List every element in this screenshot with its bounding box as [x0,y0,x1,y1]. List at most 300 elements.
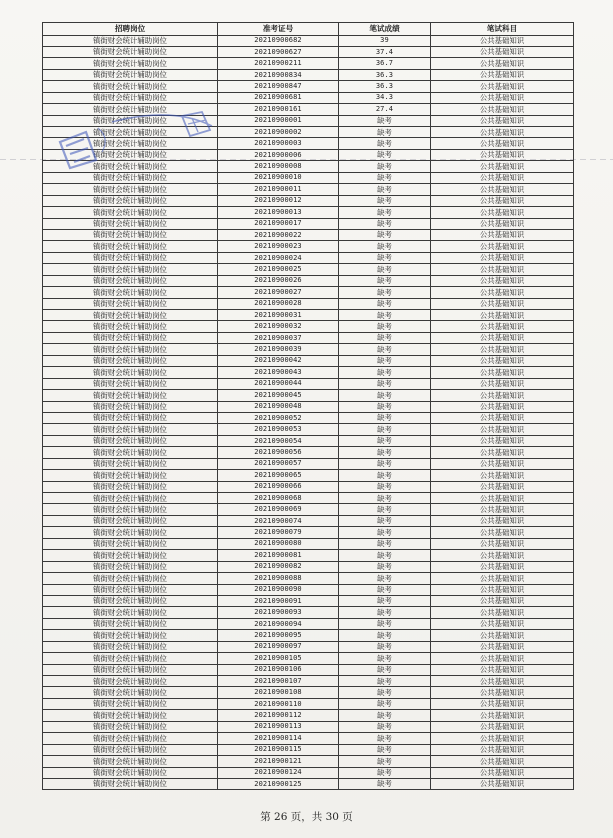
cell-subject: 公共基础知识 [431,275,574,286]
cell-position: 镇街财会统计辅助岗位 [43,184,218,195]
table-row [43,138,574,149]
cell-position: 镇街财会统计辅助岗位 [43,721,218,732]
cell-subject: 公共基础知识 [431,424,574,435]
cell-ticket-number: 20210900082 [218,561,339,572]
cell-score: 缺考 [339,676,431,687]
cell-score: 缺考 [339,115,431,126]
cell-score: 34.3 [339,92,431,103]
cell-score: 缺考 [339,218,431,229]
cell-position: 镇街财会统计辅助岗位 [43,69,218,80]
cell-position: 镇街财会统计辅助岗位 [43,378,218,389]
cell-ticket-number: 20210900094 [218,618,339,629]
cell-subject: 公共基础知识 [431,401,574,412]
table-row [43,653,574,664]
cell-ticket-number: 20210900124 [218,767,339,778]
table-row [43,172,574,183]
cell-score: 缺考 [339,184,431,195]
cell-ticket-number: 20210900091 [218,595,339,606]
cell-ticket-number: 20210900081 [218,550,339,561]
cell-subject: 公共基础知识 [431,664,574,675]
table-row [43,195,574,206]
cell-subject: 公共基础知识 [431,161,574,172]
cell-ticket-number: 20210900011 [218,184,339,195]
cell-position: 镇街财会统计辅助岗位 [43,218,218,229]
table-row [43,58,574,69]
cell-position: 镇街财会统计辅助岗位 [43,58,218,69]
cell-position: 镇街财会统计辅助岗位 [43,264,218,275]
table-row [43,69,574,80]
table-row [43,630,574,641]
cell-position: 镇街财会统计辅助岗位 [43,127,218,138]
cell-ticket-number: 20210900002 [218,127,339,138]
cell-subject: 公共基础知识 [431,573,574,584]
cell-subject: 公共基础知识 [431,241,574,252]
cell-ticket-number: 20210900056 [218,447,339,458]
table-row [43,698,574,709]
cell-ticket-number: 20210900080 [218,538,339,549]
cell-position: 镇街财会统计辅助岗位 [43,332,218,343]
cell-ticket-number: 20210900031 [218,310,339,321]
cell-score: 缺考 [339,698,431,709]
cell-ticket-number: 20210900042 [218,355,339,366]
cell-position: 镇街财会统计辅助岗位 [43,664,218,675]
cell-ticket-number: 20210900053 [218,424,339,435]
cell-score: 缺考 [339,493,431,504]
cell-subject: 公共基础知识 [431,458,574,469]
table-row [43,618,574,629]
table-row [43,515,574,526]
cell-position: 镇街财会统计辅助岗位 [43,287,218,298]
cell-score: 缺考 [339,149,431,160]
cell-subject: 公共基础知识 [431,447,574,458]
header-subject: 笔试科目 [431,23,574,36]
cell-score: 缺考 [339,744,431,755]
cell-subject: 公共基础知识 [431,149,574,160]
cell-position: 镇街财会统计辅助岗位 [43,252,218,263]
cell-position: 镇街财会统计辅助岗位 [43,641,218,652]
cell-position: 镇街财会统计辅助岗位 [43,676,218,687]
cell-position: 镇街财会统计辅助岗位 [43,229,218,240]
cell-subject: 公共基础知识 [431,698,574,709]
cell-subject: 公共基础知识 [431,595,574,606]
cell-subject: 公共基础知识 [431,756,574,767]
cell-subject: 公共基础知识 [431,195,574,206]
cell-score: 缺考 [339,412,431,423]
table-row [43,390,574,401]
cell-score: 缺考 [339,172,431,183]
table-row [43,298,574,309]
cell-subject: 公共基础知识 [431,527,574,538]
cell-subject: 公共基础知识 [431,138,574,149]
cell-subject: 公共基础知识 [431,81,574,92]
cell-score: 27.4 [339,104,431,115]
cell-position: 镇街财会统计辅助岗位 [43,767,218,778]
cell-score: 缺考 [339,470,431,481]
cell-score: 缺考 [339,390,431,401]
cell-position: 镇街财会统计辅助岗位 [43,195,218,206]
cell-position: 镇街财会统计辅助岗位 [43,241,218,252]
cell-position: 镇街财会统计辅助岗位 [43,493,218,504]
cell-subject: 公共基础知识 [431,115,574,126]
cell-subject: 公共基础知识 [431,561,574,572]
table-row [43,35,574,46]
table-row [43,756,574,767]
cell-score: 缺考 [339,778,431,789]
cell-subject: 公共基础知识 [431,92,574,103]
cell-score: 缺考 [339,298,431,309]
table-row [43,550,574,561]
table-row [43,424,574,435]
cell-position: 镇街财会统计辅助岗位 [43,573,218,584]
table-row [43,344,574,355]
table-row [43,676,574,687]
cell-subject: 公共基础知识 [431,332,574,343]
cell-score: 缺考 [339,481,431,492]
cell-subject: 公共基础知识 [431,778,574,789]
cell-score: 缺考 [339,378,431,389]
cell-ticket-number: 20210900027 [218,287,339,298]
cell-ticket-number: 20210900008 [218,161,339,172]
cell-ticket-number: 20210900113 [218,721,339,732]
cell-subject: 公共基础知识 [431,218,574,229]
cell-ticket-number: 20210900125 [218,778,339,789]
cell-subject: 公共基础知识 [431,504,574,515]
cell-score: 36.3 [339,81,431,92]
cell-position: 镇街财会统计辅助岗位 [43,161,218,172]
cell-score: 缺考 [339,584,431,595]
cell-position: 镇街财会统计辅助岗位 [43,344,218,355]
cell-ticket-number: 20210900001 [218,115,339,126]
cell-ticket-number: 20210900090 [218,584,339,595]
cell-position: 镇街财会统计辅助岗位 [43,447,218,458]
table-row [43,241,574,252]
cell-position: 镇街财会统计辅助岗位 [43,538,218,549]
cell-score: 缺考 [339,401,431,412]
cell-subject: 公共基础知识 [431,252,574,263]
cell-position: 镇街财会统计辅助岗位 [43,401,218,412]
table-row [43,504,574,515]
table-row [43,115,574,126]
table-row [43,687,574,698]
cell-position: 镇街财会统计辅助岗位 [43,310,218,321]
cell-subject: 公共基础知识 [431,127,574,138]
cell-score: 缺考 [339,195,431,206]
cell-ticket-number: 20210900088 [218,573,339,584]
cell-ticket-number: 20210900069 [218,504,339,515]
cell-score: 缺考 [339,310,431,321]
cell-ticket-number: 20210900627 [218,46,339,57]
cell-score: 缺考 [339,595,431,606]
cell-ticket-number: 20210900107 [218,676,339,687]
cell-ticket-number: 20210900044 [218,378,339,389]
cell-ticket-number: 20210900048 [218,401,339,412]
cell-subject: 公共基础知识 [431,550,574,561]
table-row [43,538,574,549]
cell-subject: 公共基础知识 [431,172,574,183]
cell-subject: 公共基础知识 [431,607,574,618]
cell-ticket-number: 20210900045 [218,390,339,401]
cell-subject: 公共基础知识 [431,310,574,321]
cell-subject: 公共基础知识 [431,378,574,389]
cell-subject: 公共基础知识 [431,481,574,492]
cell-ticket-number: 20210900037 [218,332,339,343]
cell-score: 缺考 [339,607,431,618]
table-row [43,767,574,778]
cell-ticket-number: 20210900025 [218,264,339,275]
cell-subject: 公共基础知识 [431,687,574,698]
cell-position: 镇街财会统计辅助岗位 [43,687,218,698]
cell-ticket-number: 20210900032 [218,321,339,332]
cell-position: 镇街财会统计辅助岗位 [43,275,218,286]
cell-score: 缺考 [339,344,431,355]
cell-position: 镇街财会统计辅助岗位 [43,733,218,744]
cell-score: 缺考 [339,630,431,641]
header-position: 招聘岗位 [43,23,218,36]
cell-score: 缺考 [339,687,431,698]
cell-position: 镇街财会统计辅助岗位 [43,744,218,755]
table-row [43,218,574,229]
cell-ticket-number: 20210900847 [218,81,339,92]
cell-score: 缺考 [339,367,431,378]
cell-score: 缺考 [339,515,431,526]
cell-position: 镇街财会统计辅助岗位 [43,756,218,767]
table-row [43,641,574,652]
cell-position: 镇街财会统计辅助岗位 [43,424,218,435]
table-row [43,332,574,343]
cell-position: 镇街财会统计辅助岗位 [43,698,218,709]
cell-position: 镇街财会统计辅助岗位 [43,504,218,515]
cell-ticket-number: 20210900052 [218,412,339,423]
cell-subject: 公共基础知识 [431,641,574,652]
cell-score: 缺考 [339,264,431,275]
cell-subject: 公共基础知识 [431,618,574,629]
table-row [43,401,574,412]
cell-position: 镇街财会统计辅助岗位 [43,710,218,721]
cell-score: 缺考 [339,561,431,572]
cell-position: 镇街财会统计辅助岗位 [43,515,218,526]
table-row [43,229,574,240]
table-row [43,378,574,389]
cell-score: 缺考 [339,275,431,286]
cell-score: 36.3 [339,69,431,80]
cell-subject: 公共基础知识 [431,344,574,355]
cell-score: 缺考 [339,721,431,732]
cell-ticket-number: 20210900112 [218,710,339,721]
cell-position: 镇街财会统计辅助岗位 [43,653,218,664]
table-row [43,46,574,57]
cell-score: 缺考 [339,287,431,298]
table-row [43,447,574,458]
cell-position: 镇街财会统计辅助岗位 [43,607,218,618]
header-ticket-number: 准考证号 [218,23,339,36]
cell-score: 缺考 [339,424,431,435]
cell-ticket-number: 20210900097 [218,641,339,652]
cell-ticket-number: 20210900028 [218,298,339,309]
cell-position: 镇街财会统计辅助岗位 [43,149,218,160]
cell-score: 缺考 [339,241,431,252]
cell-score: 37.4 [339,46,431,57]
cell-position: 镇街财会统计辅助岗位 [43,104,218,115]
cell-position: 镇街财会统计辅助岗位 [43,138,218,149]
cell-ticket-number: 20210900121 [218,756,339,767]
table-row [43,310,574,321]
table-row [43,493,574,504]
cell-ticket-number: 20210900095 [218,630,339,641]
cell-score: 缺考 [339,618,431,629]
cell-score: 缺考 [339,207,431,218]
cell-ticket-number: 20210900066 [218,481,339,492]
table-row [43,184,574,195]
cell-subject: 公共基础知识 [431,493,574,504]
cell-score: 缺考 [339,458,431,469]
cell-ticket-number: 20210900074 [218,515,339,526]
cell-subject: 公共基础知识 [431,721,574,732]
cell-score: 缺考 [339,252,431,263]
table-row [43,607,574,618]
cell-ticket-number: 20210900012 [218,195,339,206]
cell-subject: 公共基础知识 [431,104,574,115]
cell-position: 镇街财会统计辅助岗位 [43,561,218,572]
cell-score: 缺考 [339,127,431,138]
cell-subject: 公共基础知识 [431,630,574,641]
table-row [43,321,574,332]
table-row [43,664,574,675]
cell-score: 缺考 [339,710,431,721]
cell-score: 缺考 [339,527,431,538]
cell-position: 镇街财会统计辅助岗位 [43,470,218,481]
cell-position: 镇街财会统计辅助岗位 [43,298,218,309]
cell-ticket-number: 20210900054 [218,435,339,446]
cell-subject: 公共基础知识 [431,767,574,778]
cell-score: 缺考 [339,767,431,778]
table-row [43,470,574,481]
cell-score: 缺考 [339,653,431,664]
cell-subject: 公共基础知识 [431,744,574,755]
cell-position: 镇街财会统计辅助岗位 [43,321,218,332]
cell-ticket-number: 20210900068 [218,493,339,504]
cell-ticket-number: 20210900105 [218,653,339,664]
cell-ticket-number: 20210900023 [218,241,339,252]
cell-subject: 公共基础知识 [431,229,574,240]
cell-ticket-number: 20210900114 [218,733,339,744]
cell-subject: 公共基础知识 [431,184,574,195]
cell-subject: 公共基础知识 [431,367,574,378]
cell-subject: 公共基础知识 [431,287,574,298]
cell-ticket-number: 20210900022 [218,229,339,240]
cell-ticket-number: 20210900026 [218,275,339,286]
table-row [43,778,574,789]
cell-position: 镇街财会统计辅助岗位 [43,481,218,492]
cell-position: 镇街财会统计辅助岗位 [43,390,218,401]
cell-subject: 公共基础知识 [431,58,574,69]
cell-score: 缺考 [339,355,431,366]
cell-score: 39 [339,35,431,46]
cell-position: 镇街财会统计辅助岗位 [43,458,218,469]
cell-ticket-number: 20210900211 [218,58,339,69]
table-row [43,527,574,538]
cell-score: 缺考 [339,538,431,549]
cell-subject: 公共基础知识 [431,584,574,595]
cell-score: 缺考 [339,573,431,584]
table-row [43,595,574,606]
cell-position: 镇街财会统计辅助岗位 [43,35,218,46]
cell-subject: 公共基础知识 [431,412,574,423]
table-row [43,710,574,721]
cell-subject: 公共基础知识 [431,676,574,687]
table-row [43,104,574,115]
cell-subject: 公共基础知识 [431,710,574,721]
cell-ticket-number: 20210900003 [218,138,339,149]
table-row [43,573,574,584]
cell-score: 缺考 [339,161,431,172]
table-row [43,207,574,218]
table-header-row [43,23,574,36]
cell-position: 镇街财会统计辅助岗位 [43,207,218,218]
cell-ticket-number: 20210900106 [218,664,339,675]
cell-ticket-number: 20210900043 [218,367,339,378]
cell-score: 缺考 [339,321,431,332]
cell-score: 缺考 [339,229,431,240]
table-row [43,92,574,103]
table-row [43,149,574,160]
cell-score: 缺考 [339,332,431,343]
table-row [43,264,574,275]
table-row [43,744,574,755]
table-row [43,275,574,286]
cell-position: 镇街财会统计辅助岗位 [43,778,218,789]
cell-ticket-number: 20210900093 [218,607,339,618]
cell-ticket-number: 20210900115 [218,744,339,755]
cell-ticket-number: 20210900013 [218,207,339,218]
cell-score: 缺考 [339,447,431,458]
table-row [43,721,574,732]
table-row [43,161,574,172]
table-body [43,35,574,790]
cell-subject: 公共基础知识 [431,46,574,57]
cell-subject: 公共基础知识 [431,264,574,275]
table-row [43,127,574,138]
cell-ticket-number: 20210900017 [218,218,339,229]
cell-score: 缺考 [339,550,431,561]
cell-subject: 公共基础知识 [431,733,574,744]
cell-score: 缺考 [339,733,431,744]
cell-score: 缺考 [339,504,431,515]
cell-subject: 公共基础知识 [431,69,574,80]
table-row [43,252,574,263]
cell-ticket-number: 20210900039 [218,344,339,355]
page-footer: 第 26 页，共 30 页 [260,811,353,823]
cell-score: 缺考 [339,138,431,149]
cell-position: 镇街财会统计辅助岗位 [43,630,218,641]
results-table [42,22,574,790]
cell-position: 镇街财会统计辅助岗位 [43,618,218,629]
cell-ticket-number: 20210900681 [218,92,339,103]
table-row [43,287,574,298]
cell-subject: 公共基础知识 [431,435,574,446]
cell-subject: 公共基础知识 [431,653,574,664]
table-row [43,412,574,423]
cell-ticket-number: 20210900834 [218,69,339,80]
cell-position: 镇街财会统计辅助岗位 [43,172,218,183]
table-row [43,367,574,378]
cell-subject: 公共基础知识 [431,207,574,218]
table-row [43,733,574,744]
table-row [43,355,574,366]
cell-score: 缺考 [339,435,431,446]
table-row [43,584,574,595]
cell-subject: 公共基础知识 [431,470,574,481]
cell-subject: 公共基础知识 [431,298,574,309]
